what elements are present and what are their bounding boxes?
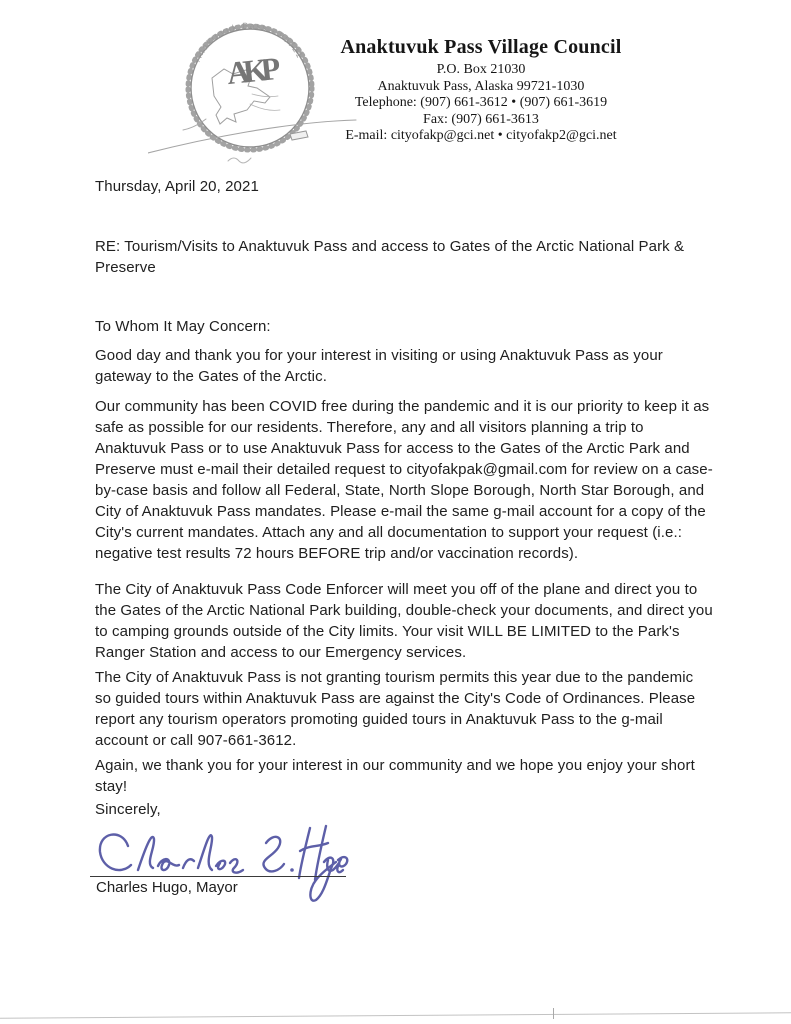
closing: Sincerely, [95,801,161,818]
seal-arc-text: Anaktuvuk Pass - 99721 [192,22,306,64]
paragraph-1: Good day and thank you for your interest in visiting or using Anaktuvuk Pass as your gateway to the Gates of the Arctic. [95,347,663,385]
po-box-line: P.O. Box 21030 [436,62,526,77]
salutation: To Whom It May Concern: [95,318,271,335]
signature-handwriting [86,818,356,914]
letter-date: Thursday, April 20, 2021 [95,178,259,195]
paragraph-2: Our community has been COVID free during the pandemic and it is our priority to keep it as safe as possible for our residents. Therefore, any and all visitors planning a trip to Anaktuvuk Pass or to use Anaktuvuk Pass for access to the Gates of the Arctic Park and Preserve must e-mail their detailed request to cityofakpak@gmail.com for review on a case-by-case basis and follow all Federal, State, North Slope Borough, North Star Borough, and City of Anaktuvuk Pass mandates. Please e-mail the same g-mail account for a copy of the City's current mandates. Attach any and all documentation to support your request (i.e.: negative test results 72 hours BEFORE trip and/or vaccination records). [95,398,713,562]
email-line: E-mail: cityofakp@gci.net • cityofakp2@gci.net [345,128,617,143]
signer-name-title: Charles Hugo, Mayor [96,879,238,896]
address-line: Anaktuvuk Pass, Alaska 99721-1030 [377,78,585,94]
fax-line: Fax: (907) 661-3613 [423,111,539,127]
seal-monogram: AKP [225,50,276,92]
org-name: Anaktuvuk Pass Village Council [340,36,622,58]
river-lines [250,94,280,110]
paragraph-4: The City of Anaktuvuk Pass is not granting tourism permits this year due to the pandemic so guided tours within Anaktuvuk Pass are against the City's Code of Ordinances. Please report any tourism operators promoting guided tours in Anaktuvuk Pass to the g-mail account or call 907-661-3612. [95,669,696,749]
signature-underline [90,876,346,877]
telephone-line: Telephone: (907) 661-3612 • (907) 661-3619 [354,95,608,110]
village-seal [148,22,358,172]
paragraph-5: Again, we thank you for your interest in our community and we hope you enjoy your short stay! [95,757,695,795]
scan-artifact-tick [553,1008,554,1019]
artist-scribble [228,158,251,163]
letterhead [333,36,629,145]
paragraph-3: The City of Anaktuvuk Pass Code Enforcer will meet you off of the plane and direct you to the Gates of the Arctic National Park building, double-check your documents, and direct you to camping grounds outside of the City limits. Your visit WILL BE LIMITED to the Park's Ranger Station and access to our Emergency services. [95,581,713,661]
scan-artifact-line [0,1012,791,1019]
subject-line: RE: Tourism/Visits to Anaktuvuk Pass and access to Gates of the Arctic National Park & Preserve [95,238,685,276]
